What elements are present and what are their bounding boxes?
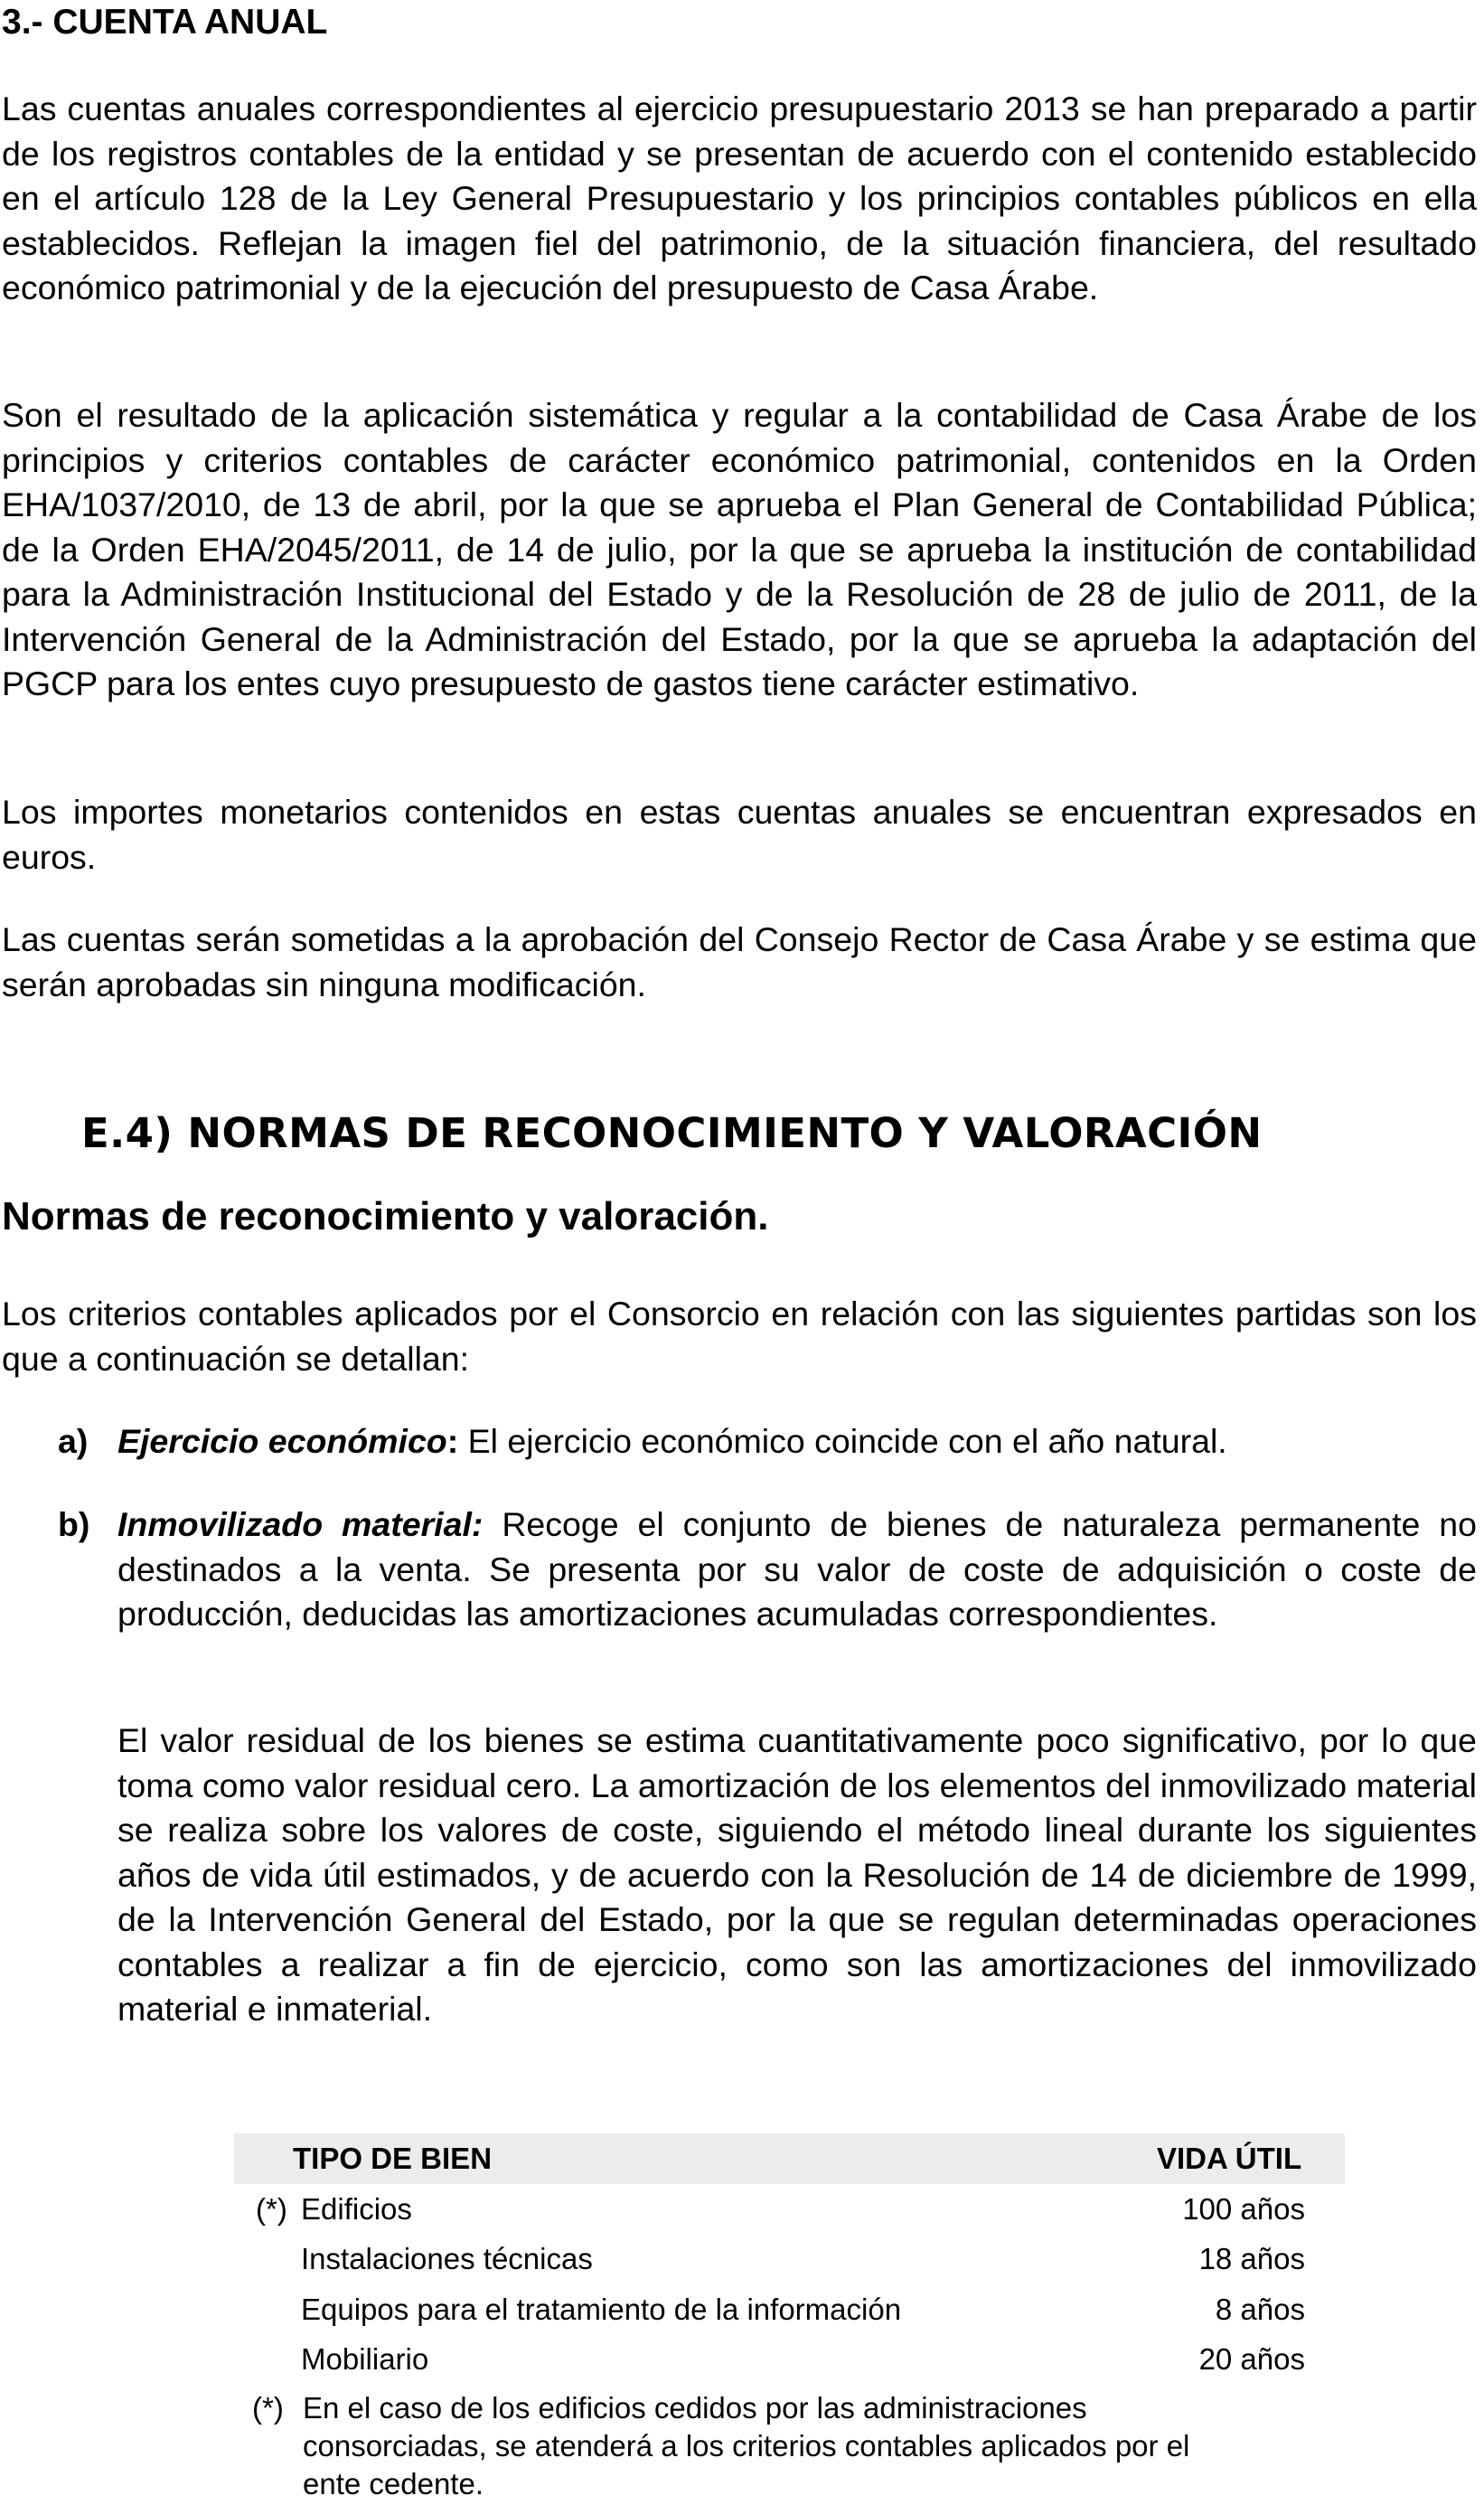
- item-b-text: [117, 1502, 1477, 1637]
- table-row-life: 18 años: [1198, 2242, 1305, 2275]
- table-row-type: Instalaciones técnicas: [301, 2242, 593, 2275]
- table-row-life: 100 años: [1182, 2192, 1305, 2226]
- table-row-type: Equipos para el tratamiento de la información: [301, 2293, 902, 2326]
- item-a-text: [117, 1419, 1477, 1464]
- item-b-label: b): [58, 1505, 90, 1543]
- table-row-life: 8 años: [1215, 2293, 1305, 2326]
- item-a-body: El ejercicio económico coincide con el año natural.: [458, 1422, 1227, 1460]
- section-e4-heading: E.4) NORMAS DE RECONOCIMIENTO Y VALORACIÓN: [81, 1109, 1263, 1157]
- table-row-type: Edificios: [301, 2192, 412, 2226]
- footnote-mark: (*): [252, 2391, 284, 2425]
- item-a-term: Ejercicio económico: [117, 1422, 447, 1460]
- item-b-term: Inmovilizado material:: [117, 1505, 484, 1543]
- section-heading: 3.- CUENTA ANUAL: [2, 3, 328, 42]
- item-a-label: a): [58, 1422, 89, 1460]
- table-footnote: En el caso de los edificios cedidos por las administraciones consorciadas, se atenderá a los criterios contables aplicados por el ente cedente.: [303, 2391, 1190, 2500]
- table-row-life: 20 años: [1198, 2342, 1305, 2376]
- intro-paragraph: Los criterios contables aplicados por el Consorcio en relación con las siguientes partidas son los que a continuación se detallan:: [2, 1295, 1477, 1378]
- table-header-type: TIPO DE BIEN: [293, 2142, 493, 2175]
- item-b-paragraph-2: El valor residual de los bienes se estima cuantitativamente poco significativo, por lo que toma como valor residual cero. La amortización de los elementos del inmovilizado material se realiza sobre los valores de coste, siguiendo el método lineal durante los siguientes años de vida útil estimados, y de acuerdo con la Resolución de 14 de diciembre de 1999, de la Intervención General del Estado, por la que se regulan determinadas operaciones contables a realizar a fin de ejercicio, como son las amortizaciones del inmovilizado material e inmaterial.: [117, 1721, 1477, 2028]
- paragraph-3: Los importes monetarios contenidos en estas cuentas anuales se encuentran expresados en euros.: [2, 793, 1477, 876]
- paragraph-2: Son el resultado de la aplicación sistemática y regular a la contabilidad de Casa Árabe de los principios y criterios contables de carácter económico patrimonial, contenidos en la Orden EHA/1037/2010, de 13 de abril, por la que se aprueba el Plan General de Contabilidad Pública; de la Orden EHA/2045/2011, de 14 de julio, por la que se aprueba la institución de contabilidad para la Administración Institucional del Estado y de la Resolución de 28 de julio de 2011, de la Intervención General de la Administración del Estado, por la que se aprueba la adaptación del PGCP para los entes cuyo presupuesto de gastos tiene carácter estimativo.: [2, 396, 1477, 702]
- table-header-life: VIDA ÚTIL: [1157, 2142, 1302, 2175]
- table-row-type: Mobiliario: [301, 2342, 429, 2376]
- item-a-colon: :: [446, 1422, 459, 1460]
- paragraph-4: Las cuentas serán sometidas a la aprobación del Consejo Rector de Casa Árabe y se estima que serán aprobadas sin ninguna modificación.: [2, 920, 1477, 1003]
- section-e4-subheading: Normas de reconocimiento y valoración.: [2, 1194, 769, 1238]
- paragraph-1: Las cuentas anuales correspondientes al ejercicio presupuestario 2013 se han preparado a partir de los registros contables de la entidad y se presentan de acuerdo con el contenido establecido en el artículo 128 de la Ley General Presupuestario y los principios contables públicos en ella establecidos. Reflejan la imagen fiel del patrimonio, de la situación financiera, del resultado económico patrimonial y de la ejecución del presupuesto de Casa Árabe.: [2, 89, 1477, 306]
- item-b-body: Recoge el conjunto de bienes de naturaleza permanente no destinados a la venta. Se presenta por su valor de coste de adquisición o coste de producción, deducidas las amortizaciones acumuladas correspondientes.: [117, 1505, 1477, 1633]
- table-row-mark: (*): [256, 2192, 287, 2226]
